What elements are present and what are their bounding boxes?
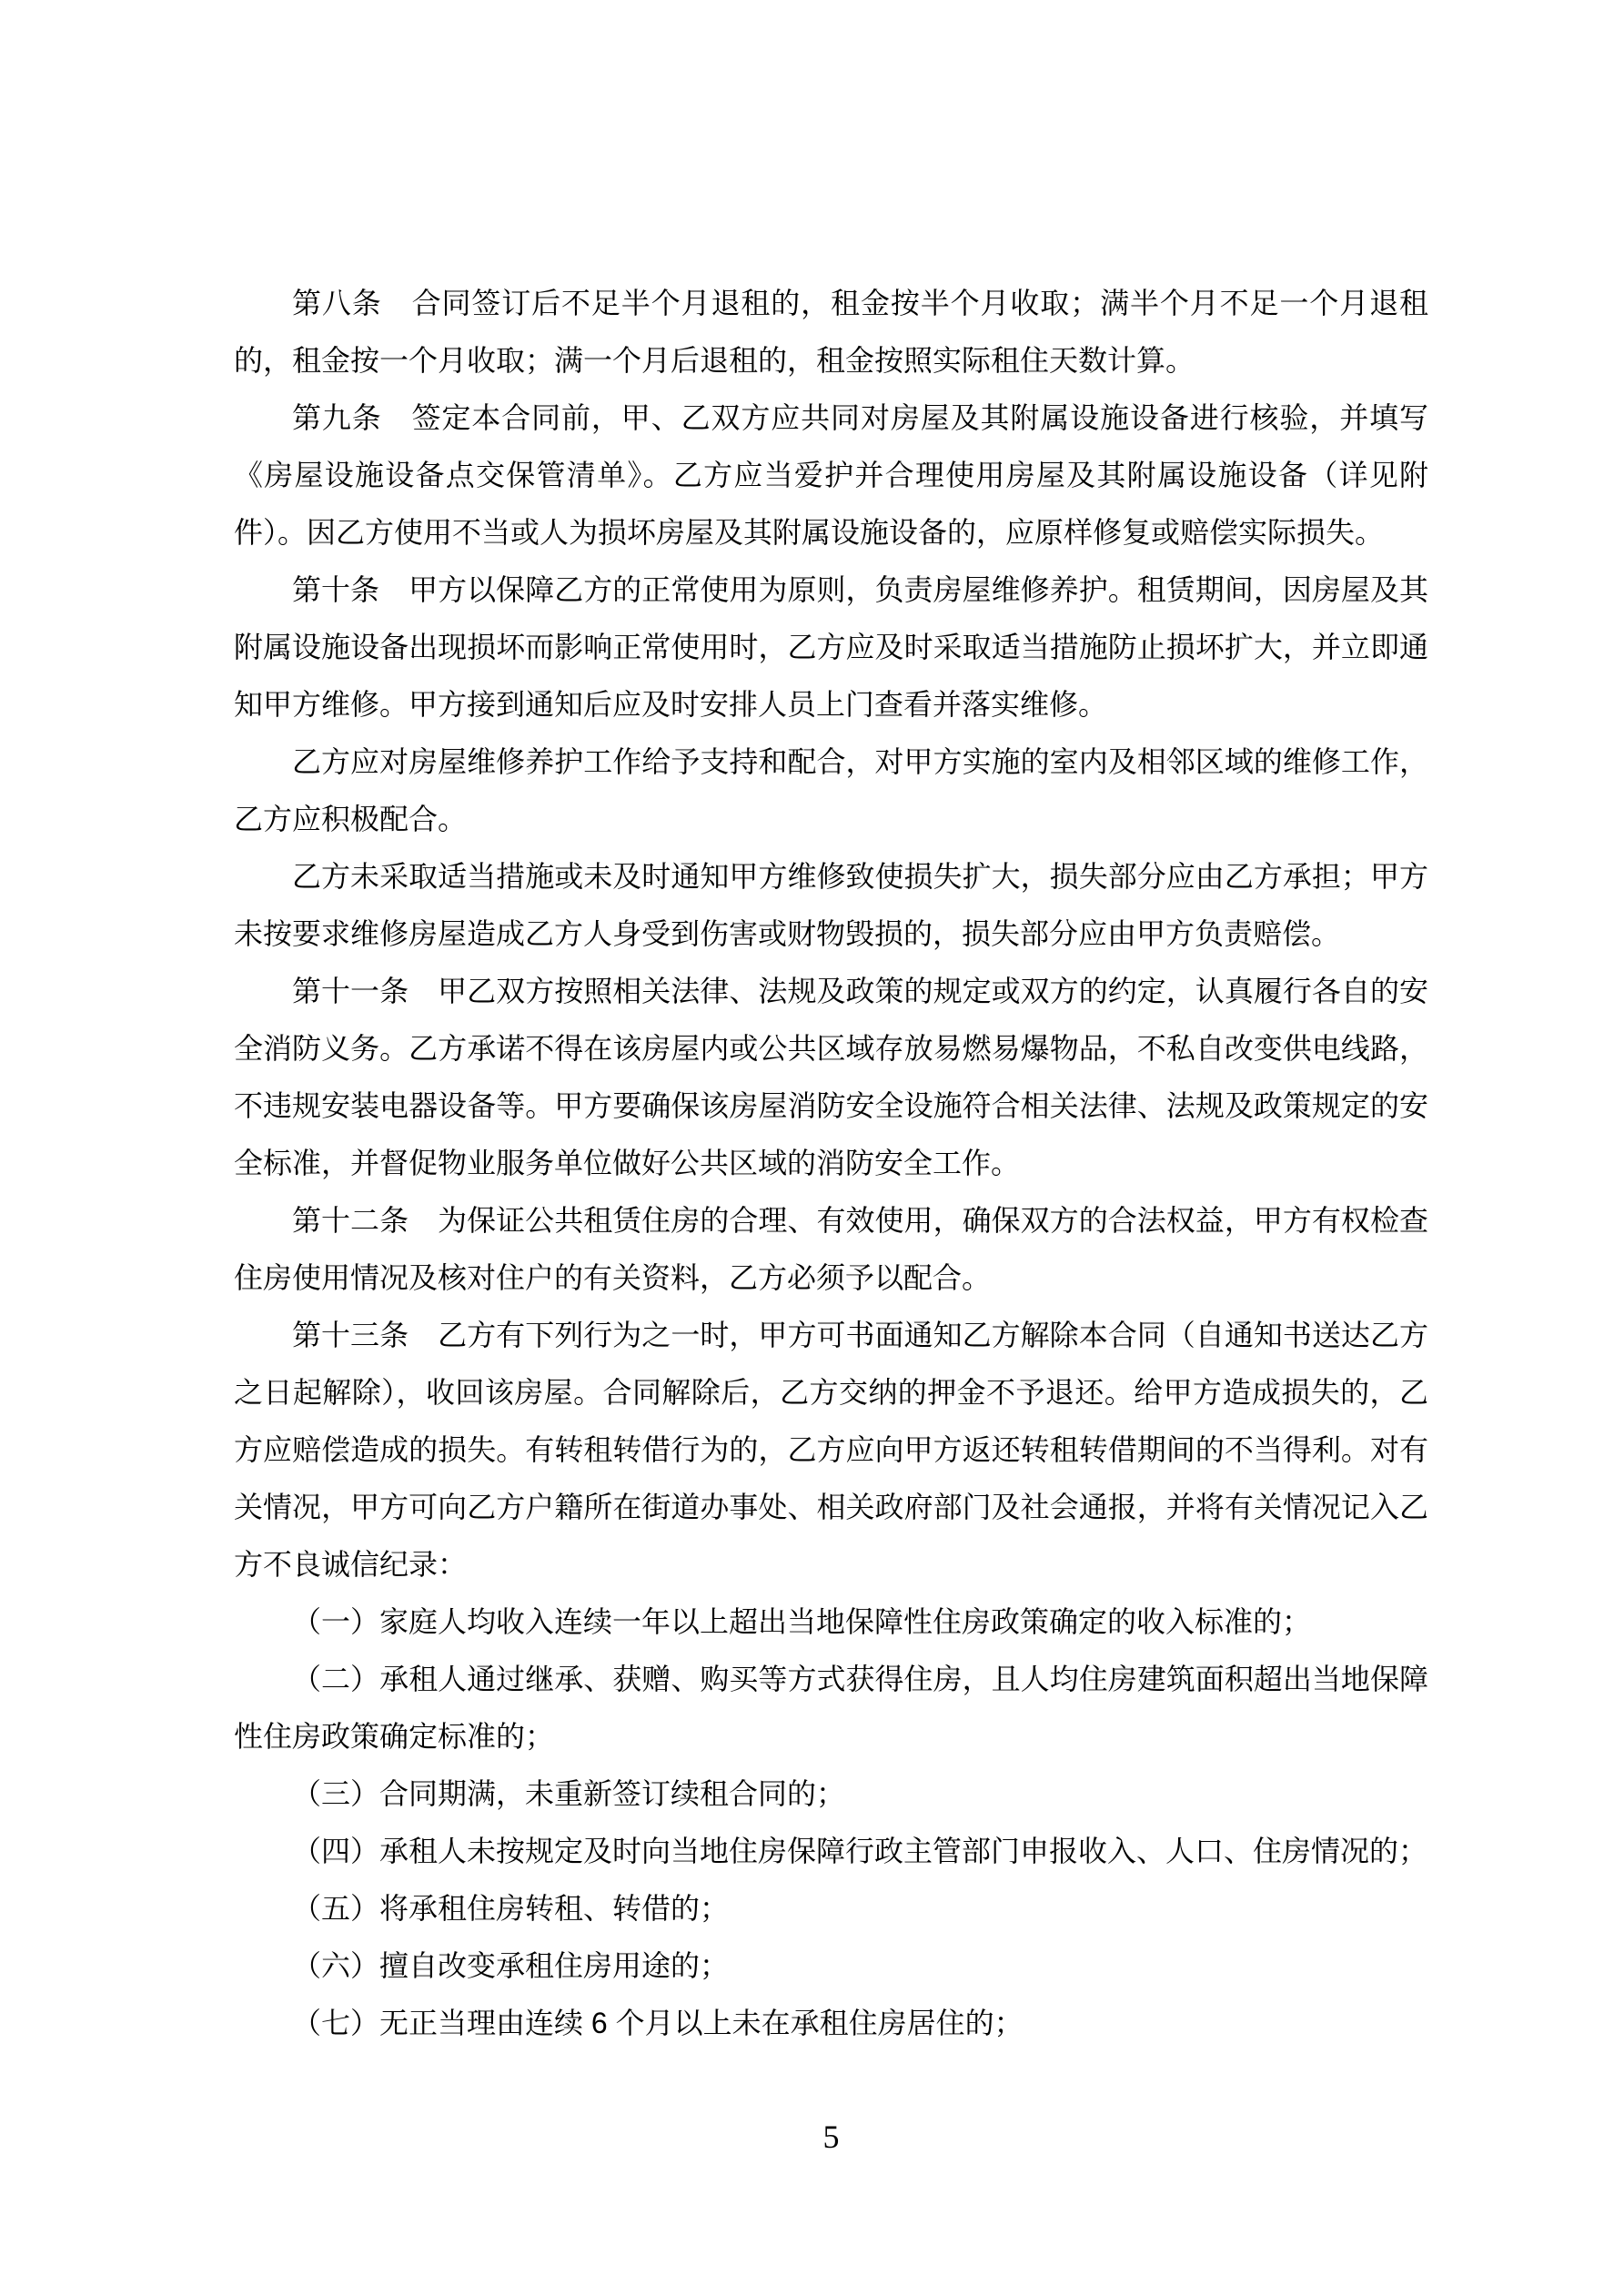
contract-paragraph: 第十条 甲方以保障乙方的正常使用为原则，负责房屋维修养护。租赁期间，因房屋及其附属设施设备出现损坏而影响正常使用时，乙方应及时采取适当措施防止损坏扩大，并立即通知甲方维修。甲方接到通知后应及时安排人员上门查看并落实维修。: [234, 573, 1428, 721]
contract-paragraph: 乙方应对房屋维修养护工作给予支持和配合，对甲方实施的室内及相邻区域的维修工作，乙方应积极配合。: [234, 745, 1428, 835]
contract-paragraph: 第十三条 乙方有下列行为之一时，甲方可书面通知乙方解除本合同（自通知书送达乙方之日起解除），收回该房屋。合同解除后，乙方交纳的押金不予退还。给甲方造成损失的，乙方应赔偿造成的损失。有转租转借行为的，乙方应向甲方返还转租转借期间的不当得利。对有关情况，甲方可向乙方户籍所在街道办事处、相关政府部门及社会通报，并将有关情况记入乙方不良诚信纪录：: [234, 1319, 1428, 1581]
contract-body: [234, 275, 1428, 2052]
contract-paragraph: 第十一条 甲乙双方按照相关法律、法规及政策的规定或双方的约定，认真履行各自的安全消防义务。乙方承诺不得在该房屋内或公共区域存放易燃易爆物品，不私自改变供电线路，不违规安装电器设备等。甲方要确保该房屋消防安全设施符合相关法律、法规及政策规定的安全标准，并督促物业服务单位做好公共区域的消防安全工作。: [234, 975, 1428, 1179]
contract-paragraph: （五）将承租住房转租、转借的；: [292, 1892, 730, 1925]
contract-paragraph: 第九条 签定本合同前，甲、乙双方应共同对房屋及其附属设施设备进行核验，并填写《房屋设施设备点交保管清单》。乙方应当爱护并合理使用房屋及其附属设施设备（详见附件）。因乙方使用不当或人为损坏房屋及其附属设施设备的，应原样修复或赔偿实际损失。: [234, 401, 1428, 549]
contract-paragraph: （六）擅自改变承租住房用途的；: [292, 1949, 730, 1982]
contract-paragraph: （四）承租人未按规定及时向当地住房保障行政主管部门申报收入、人口、住房情况的；: [292, 1835, 1428, 1867]
contract-paragraph: （二）承租人通过继承、获赠、购买等方式获得住房，且人均住房建筑面积超出当地保障性住房政策确定标准的；: [234, 1663, 1428, 1753]
contract-paragraph: （一）家庭人均收入连续一年以上超出当地保障性住房政策确定的收入标准的；: [292, 1605, 1312, 1638]
contract-paragraph: 乙方未采取适当措施或未及时通知甲方维修致使损失扩大，损失部分应由乙方承担；甲方未按要求维修房屋造成乙方人身受到伤害或财物毁损的，损失部分应由甲方负责赔偿。: [234, 860, 1428, 950]
contract-paragraph: （三）合同期满，未重新签订续租合同的；: [292, 1777, 846, 1810]
contract-paragraph: 第八条 合同签订后不足半个月退租的，租金按半个月收取；满半个月不足一个月退租的，租金按一个月收取；满一个月后退租的，租金按照实际租住天数计算。: [234, 287, 1428, 377]
contract-paragraph: 第十二条 为保证公共租赁住房的合理、有效使用，确保双方的合法权益，甲方有权检查住房使用情况及核对住户的有关资料，乙方必须予以配合。: [234, 1204, 1428, 1294]
page-number: 5: [822, 2119, 840, 2155]
contract-paragraph: （七）无正当理由连续 6 个月以上未在承租住房居住的；: [292, 2007, 1024, 2039]
